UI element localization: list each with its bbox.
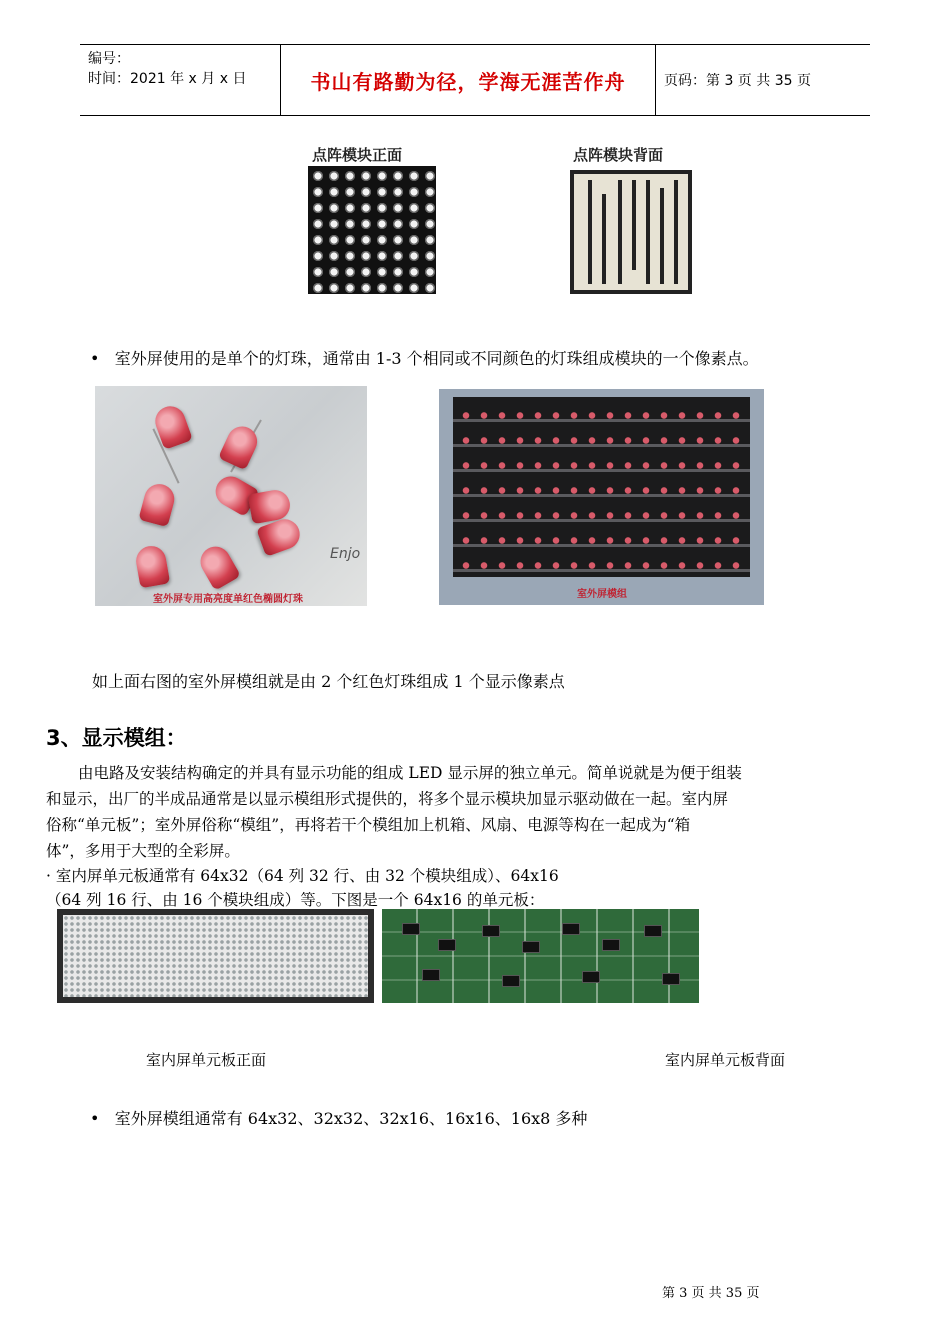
bullet-outdoor-sizes — [90, 1106, 587, 1129]
led-bulb — [151, 402, 193, 450]
paragraph-line: 由电路及安装结构确定的并具有显示功能的组成 LED 显示屏的独立单元。简单说就是为便于组装 — [78, 764, 742, 782]
indoor-line: （64 列 16 行、由 16 个模块组成）等。下图是一个 64x16 的单元板： — [46, 891, 545, 909]
bullet-text: 室外屏模组通常有 64x32、32x32、32x16、16x16、16x8 多种 — [114, 1109, 588, 1128]
photo-watermark: Enjo — [330, 546, 361, 562]
section-paragraph — [46, 760, 916, 912]
header-time: 时间：2021 年 x 月 x 日 — [88, 71, 247, 87]
bullet-outdoor-led — [90, 346, 759, 369]
back-caption: 点阵模块背面 — [573, 146, 664, 164]
module-photo-label: 室外屏模组 — [577, 589, 627, 600]
outdoor-module-photo — [439, 389, 764, 605]
header-divider — [655, 45, 656, 115]
dot-matrix-front-image — [308, 166, 436, 294]
header-meta — [88, 49, 246, 89]
paragraph-line: 俗称“单元板”；室外屏俗称“模组”，再将若干个模组加上机箱、风扇、电源等构在一起成为“箱 — [46, 816, 691, 834]
led-bulbs-photo — [95, 386, 367, 606]
header-page-info: 页码：第 3 页 共 35 页 — [664, 73, 811, 89]
header-motto: 书山有路勤为径，学海无涯苦作舟 — [310, 69, 626, 94]
led-bulb — [134, 544, 170, 589]
bullet-dot: • — [90, 349, 115, 368]
indoor-line: · 室内屏单元板通常有 64x32（64 列 32 行、由 32 个模块组成）、64x16 — [46, 867, 559, 885]
page-footer: 第 3 页 共 35 页 — [662, 1286, 760, 1301]
header-divider — [280, 45, 281, 115]
header-number: 编号： — [88, 51, 130, 67]
note-text: 如上面右图的室外屏模组就是由 2 个红色灯珠组成 1 个显示像素点 — [92, 672, 565, 691]
unit-front-label: 室内屏单元板正面 — [146, 1051, 267, 1069]
unit-back-label: 室内屏单元板背面 — [665, 1051, 786, 1069]
section-heading: 3、显示模组： — [46, 726, 187, 750]
led-bulb — [195, 541, 241, 591]
paragraph-line: 和显示，出厂的半成品通常是以显示模组形式提供的，将多个显示模块加显示驱动做在一起。室内屏 — [46, 790, 729, 808]
led-photo-label: 室外屏专用高亮度单红色椭圆灯珠 — [153, 594, 303, 605]
page-header — [80, 44, 870, 116]
unit-board-back-image — [382, 909, 699, 1003]
paragraph-line: 体”，多用于大型的全彩屏。 — [46, 842, 240, 860]
bullet-text: 室外屏使用的是单个的灯珠，通常由 1-3 个相同或不同颜色的灯珠组成模块的一个像素点。 — [114, 349, 759, 368]
bullet-dot: • — [90, 1109, 115, 1128]
dot-matrix-back-image — [570, 170, 692, 294]
module-led-grid — [453, 397, 750, 577]
unit-board-front-image — [57, 909, 374, 1003]
led-bulb — [138, 481, 177, 527]
front-caption: 点阵模块正面 — [312, 146, 403, 164]
